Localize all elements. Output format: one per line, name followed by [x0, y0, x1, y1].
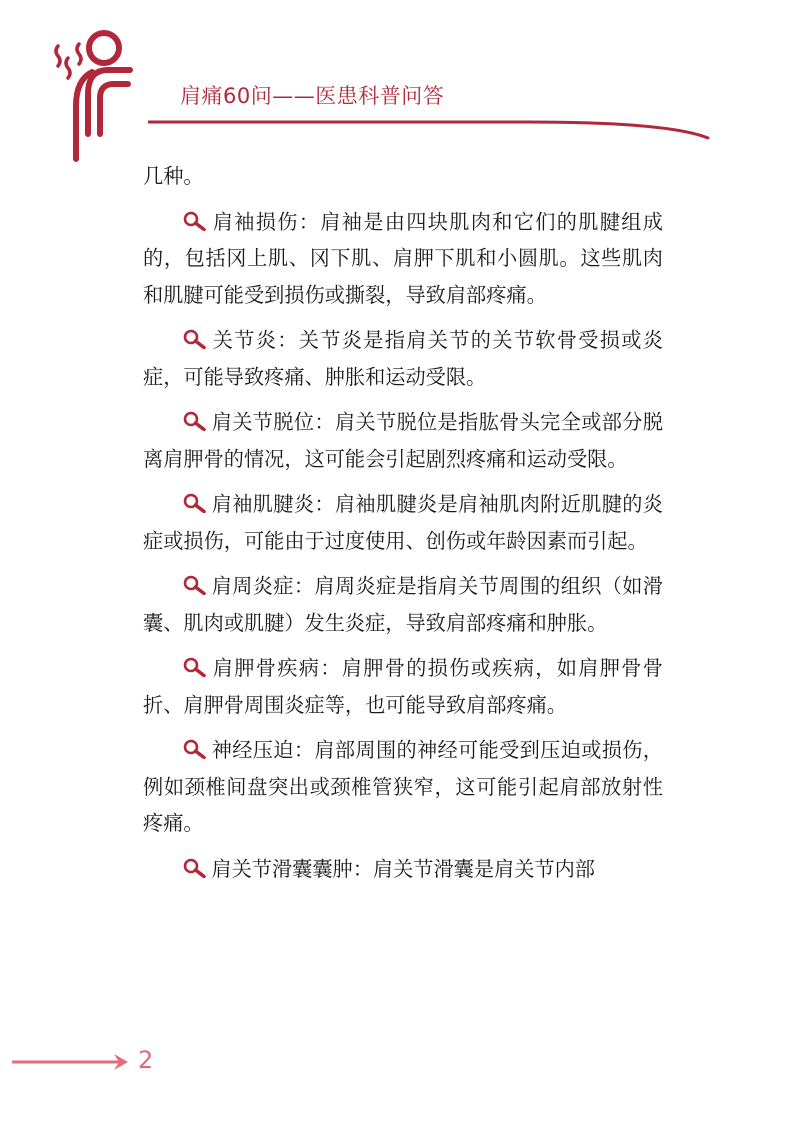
list-item — [143, 404, 663, 477]
list-item-text: 神经压迫：肩部周围的神经可能受到压迫或损伤，例如颈椎间盘突出或颈椎管狭窄，这可能引起肩部放射性疼痛。 — [143, 738, 663, 835]
list-item — [143, 568, 663, 641]
header-divider — [148, 114, 712, 140]
header-title: 肩痛60问——医患科普问答 — [180, 84, 445, 108]
search-icon — [183, 657, 207, 677]
list-item — [143, 851, 663, 888]
search-icon — [183, 211, 207, 231]
list-item — [143, 732, 663, 842]
search-icon — [183, 493, 207, 513]
list-item — [143, 650, 663, 723]
shoulder-pain-person-icon — [48, 14, 160, 164]
paragraph-continuation: 几种。 — [143, 164, 204, 188]
search-icon — [183, 575, 207, 595]
list-item-text: 肩周炎症：肩周炎症是指肩关节周围的组织（如滑囊、肌肉或肌腱）发生炎症，导致肩部疼痛和肿胀。 — [143, 574, 663, 635]
arrow-right-icon — [10, 1050, 130, 1074]
search-icon — [183, 739, 207, 759]
list-item — [143, 204, 663, 314]
list-item-text: 关节炎：关节炎是指肩关节的关节软骨受损或炎症，可能导致疼痛、肿胀和运动受限。 — [143, 328, 663, 389]
list-item-text: 肩关节滑囊囊肿：肩关节滑囊是肩关节内部 — [211, 856, 595, 881]
list-item-text: 肩关节脱位：肩关节脱位是指肱骨头完全或部分脱离肩胛骨的情况，这可能会引起剧烈疼痛和运动受限。 — [143, 410, 663, 471]
search-icon — [183, 411, 207, 431]
list-item-text: 肩袖损伤：肩袖是由四块肌肉和它们的肌腱组成的，包括冈上肌、冈下肌、肩胛下肌和小圆肌。这些肌肉和肌腱可能受到损伤或撕裂，导致肩部疼痛。 — [143, 209, 663, 307]
search-icon — [183, 329, 207, 349]
list-item — [143, 322, 663, 395]
search-icon — [183, 858, 207, 878]
page-number: 2 — [138, 1046, 154, 1074]
list-item-text: 肩胛骨疾病：肩胛骨的损伤或疾病，如肩胛骨骨折、肩胛骨周围炎症等，也可能导致肩部疼痛。 — [143, 656, 663, 717]
body-text — [143, 158, 663, 896]
list-item — [143, 486, 663, 559]
list-item-text: 肩袖肌腱炎：肩袖肌腱炎是肩袖肌肉附近肌腱的炎症或损伤，可能由于过度使用、创伤或年龄因素而引起。 — [143, 492, 663, 553]
